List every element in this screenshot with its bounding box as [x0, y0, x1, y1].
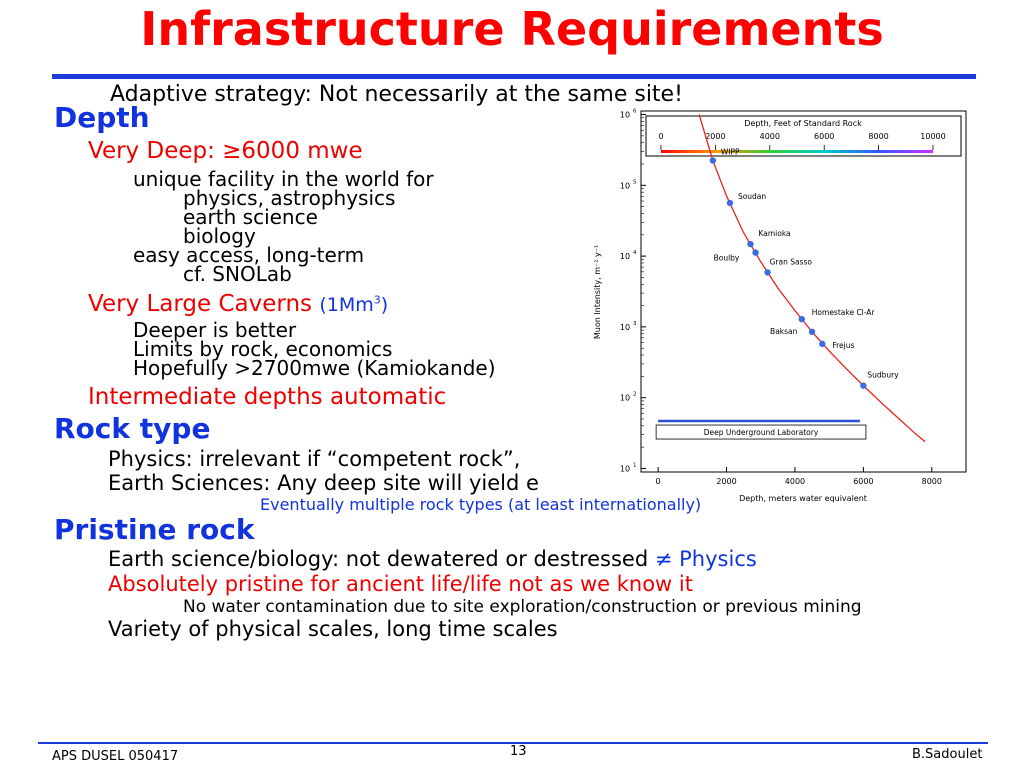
heading-pristine-rock: Pristine rock [54, 513, 255, 546]
very-deep: Very Deep: ≥6000 mwe [88, 138, 363, 164]
cav-line-3: Hopefully >2700mwe (Kamiokande) [133, 356, 496, 380]
y-tick-label: 10 [619, 110, 631, 120]
plot-frame [641, 111, 966, 472]
y-tick-label: 10 [619, 252, 631, 262]
site-label: WIPP [720, 147, 740, 157]
intermediate-depths: Intermediate depths automatic [88, 384, 447, 410]
pristine-variety: Variety of physical scales, long time scales [108, 617, 558, 641]
site-point [727, 200, 733, 206]
y-tick-exponent: 3 [633, 320, 637, 327]
top-axis-tick-label: 4000 [759, 132, 780, 141]
site-label: Frejus [832, 340, 855, 350]
heading-depth: Depth [54, 101, 150, 134]
slide-title: Infrastructure Requirements [140, 2, 884, 56]
site-point [710, 157, 716, 163]
site-label: Kamioka [758, 229, 791, 239]
vd-line-2: physics, astrophysics [183, 186, 396, 210]
top-axis-tick-label: 10000 [920, 132, 946, 141]
x-tick-label: 2000 [716, 477, 737, 486]
site-label: Soudan [737, 192, 767, 202]
cav-line-1: Deeper is better [133, 318, 297, 342]
y-axis-label: Muon Intensity, m⁻² y⁻¹ [593, 244, 602, 340]
muon-intensity-chart [588, 108, 970, 504]
muon-intensity-curve [699, 115, 925, 442]
large-caverns [88, 291, 388, 317]
top-depth-axis-box [646, 116, 961, 156]
heading-rock-type: Rock type [54, 412, 211, 445]
vd-line-5: easy access, long-term [133, 243, 365, 267]
not-equal-physics: ≠ Physics [654, 547, 757, 571]
top-axis-tick-label: 2000 [705, 132, 726, 141]
subtitle: Adaptive strategy: Not necessarily at the same site! [110, 82, 683, 107]
site-label: Homestake Cl-Ar [811, 308, 875, 318]
top-axis-label: Depth, Feet of Standard Rock [744, 119, 862, 128]
y-tick-exponent: 4 [633, 250, 637, 257]
depth-color-spectrum [661, 150, 933, 153]
top-axis-tick-label: 6000 [814, 132, 835, 141]
site-point [752, 249, 758, 255]
y-tick-label: 10 [619, 181, 631, 191]
top-axis-tick-label: 8000 [868, 132, 889, 141]
caverns-unit: (1Mm$^3$) [319, 293, 389, 316]
site-point [860, 382, 866, 388]
vd-line-4: biology [183, 224, 256, 248]
dul-label: Deep Underground Laboratory [703, 428, 819, 438]
y-tick-exponent: 5 [633, 179, 637, 186]
y-tick-exponent: 6 [633, 108, 637, 115]
x-tick-label: 6000 [853, 477, 874, 486]
chart-svg [588, 108, 970, 504]
vd-line-1: unique facility in the world for [133, 167, 434, 191]
x-tick-label: 4000 [784, 477, 806, 486]
rock-earth: Earth Sciences: Any deep site will yield e [108, 471, 539, 495]
rock-eventually: Eventually multiple rock types (at least internationally) [260, 495, 702, 514]
top-axis-tick-label: 0 [658, 132, 664, 141]
footer-left: APS DUSEL 050417 [52, 749, 179, 764]
site-point [799, 316, 805, 322]
x-tick-label: 0 [655, 477, 661, 486]
site-point [747, 241, 753, 247]
x-axis-label: Depth, meters water equivalent [739, 494, 867, 503]
y-tick-label: 10 [619, 464, 631, 474]
site-point [819, 341, 825, 347]
vd-line-6: cf. SNOLab [183, 262, 292, 286]
title-divider [52, 74, 976, 79]
site-label: Baksan [770, 326, 798, 336]
vd-line-3: earth science [183, 205, 318, 229]
cav-line-2: Limits by rock, economics [133, 337, 393, 361]
site-label: Gran Sasso [769, 257, 812, 267]
pristine-earth-bio: Earth science/biology: not dewatered or destressed ≠ Physics [108, 547, 757, 571]
site-label: Sudbury [867, 370, 899, 380]
footer-right: B.Sadoulet [912, 747, 983, 762]
caverns-label: Very Large Caverns [88, 291, 313, 317]
y-tick-label: 10 [619, 322, 631, 332]
pristine-no-water: No water contamination due to site exploration/construction or previous mining [183, 597, 862, 617]
y-tick-exponent: 1 [633, 462, 637, 469]
rock-physics: Physics: irrelevant if “competent rock”, [108, 447, 521, 471]
site-label: Boulby [713, 253, 740, 263]
y-tick-exponent: 2 [633, 391, 637, 398]
y-tick-label: 10 [619, 393, 631, 403]
x-tick-label: 8000 [921, 477, 942, 486]
site-point [764, 269, 770, 275]
site-point [809, 329, 815, 335]
pristine-absolutely: Absolutely pristine for ancient life/life not as we know it [108, 572, 693, 596]
page-number: 13 [510, 744, 527, 759]
